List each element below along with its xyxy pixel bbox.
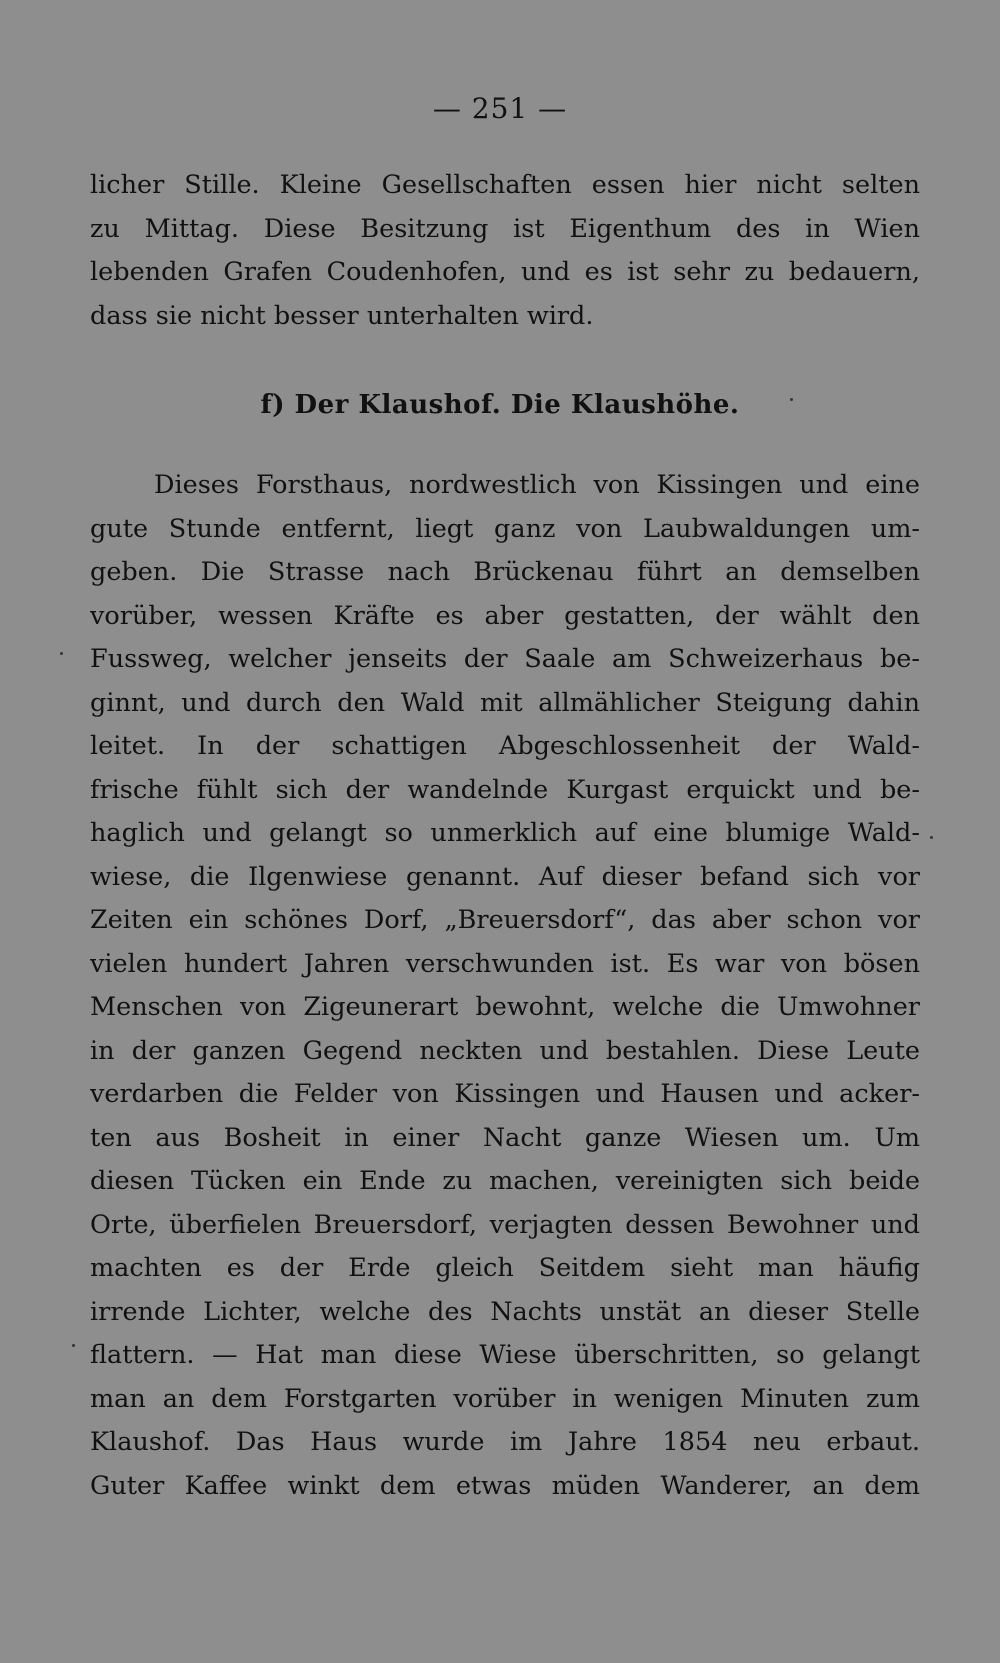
text-line: Guter Kaffee winkt dem etwas müden Wanderer, an dem	[90, 1470, 920, 1501]
text-line: geben. Die Strasse nach Brückenau führt an demselben	[90, 557, 920, 587]
text-line: leitet. In der schattigen Abgeschlossenheit der Wald-	[90, 731, 920, 761]
paragraph-top	[90, 164, 920, 338]
text-line: in der ganzen Gegend neckten und bestahlen. Diese Leute	[90, 1035, 920, 1066]
text-line: wiese, die Ilgenwiese genannt. Auf dieser befand sich vor	[90, 861, 920, 892]
scan-speck	[930, 836, 933, 839]
text-line: licher Stille. Kleine Gesellschaften essen hier nicht selten	[90, 170, 920, 200]
text-line: flattern. — Hat man diese Wiese überschritten, so gelangt	[90, 1340, 920, 1370]
section-heading: f) Der Klaushof. Die Klaushöhe.	[260, 390, 740, 420]
text-line: verdarben die Felder von Kissingen und Hausen und acker-	[90, 1079, 920, 1109]
scan-speck	[790, 398, 793, 401]
text-line: zu Mittag. Diese Besitzung ist Eigenthum des in Wien	[90, 213, 920, 244]
text-line: vorüber, wessen Kräfte es aber gestatten, der wählt den	[90, 600, 920, 631]
paragraph-main	[90, 464, 920, 1508]
text-line: Fussweg, welcher jenseits der Saale am Schweizerhaus be-	[90, 644, 920, 674]
text-line: vielen hundert Jahren verschwunden ist. Es war von bösen	[90, 948, 920, 979]
text-line: machten es der Erde gleich Seitdem sieht man häufig	[90, 1253, 920, 1283]
text-line: ten aus Bosheit in einer Nacht ganze Wiesen um. Um	[90, 1122, 920, 1153]
text-line: Klaushof. Das Haus wurde im Jahre 1854 neu erbaut.	[90, 1427, 920, 1457]
text-line: haglich und gelangt so unmerklich auf eine blumige Wald-	[90, 818, 920, 848]
text-line: Menschen von Zigeunerart bewohnt, welche die Umwohner	[90, 992, 920, 1022]
scan-speck	[72, 1344, 75, 1347]
text-line: gute Stunde entfernt, liegt ganz von Laubwaldungen um-	[90, 513, 920, 544]
text-line: frische fühlt sich der wandelnde Kurgast erquickt und be-	[90, 774, 920, 805]
text-line: lebenden Grafen Coudenhofen, und es ist sehr zu bedauern,	[90, 257, 920, 287]
text-line: Dieses Forsthaus, nordwestlich von Kissingen und eine	[154, 470, 920, 500]
text-line: dass sie nicht besser unterhalten wird.	[90, 300, 594, 331]
text-line: irrende Lichter, welche des Nachts unstät an dieser Stelle	[90, 1296, 920, 1327]
text-line: man an dem Forstgarten vorüber in wenigen Minuten zum	[90, 1383, 920, 1414]
scan-speck	[60, 652, 63, 655]
text-line: Orte, überfielen Breuersdorf, verjagten dessen Bewohner und	[90, 1209, 920, 1240]
text-line: ginnt, und durch den Wald mit allmählicher Steigung dahin	[90, 687, 920, 718]
page-number: — 251 —	[432, 92, 568, 125]
text-line: Zeiten ein schönes Dorf, „Breuersdorf“, das aber schon vor	[90, 905, 920, 935]
text-line: diesen Tücken ein Ende zu machen, vereinigten sich beide	[90, 1166, 920, 1196]
